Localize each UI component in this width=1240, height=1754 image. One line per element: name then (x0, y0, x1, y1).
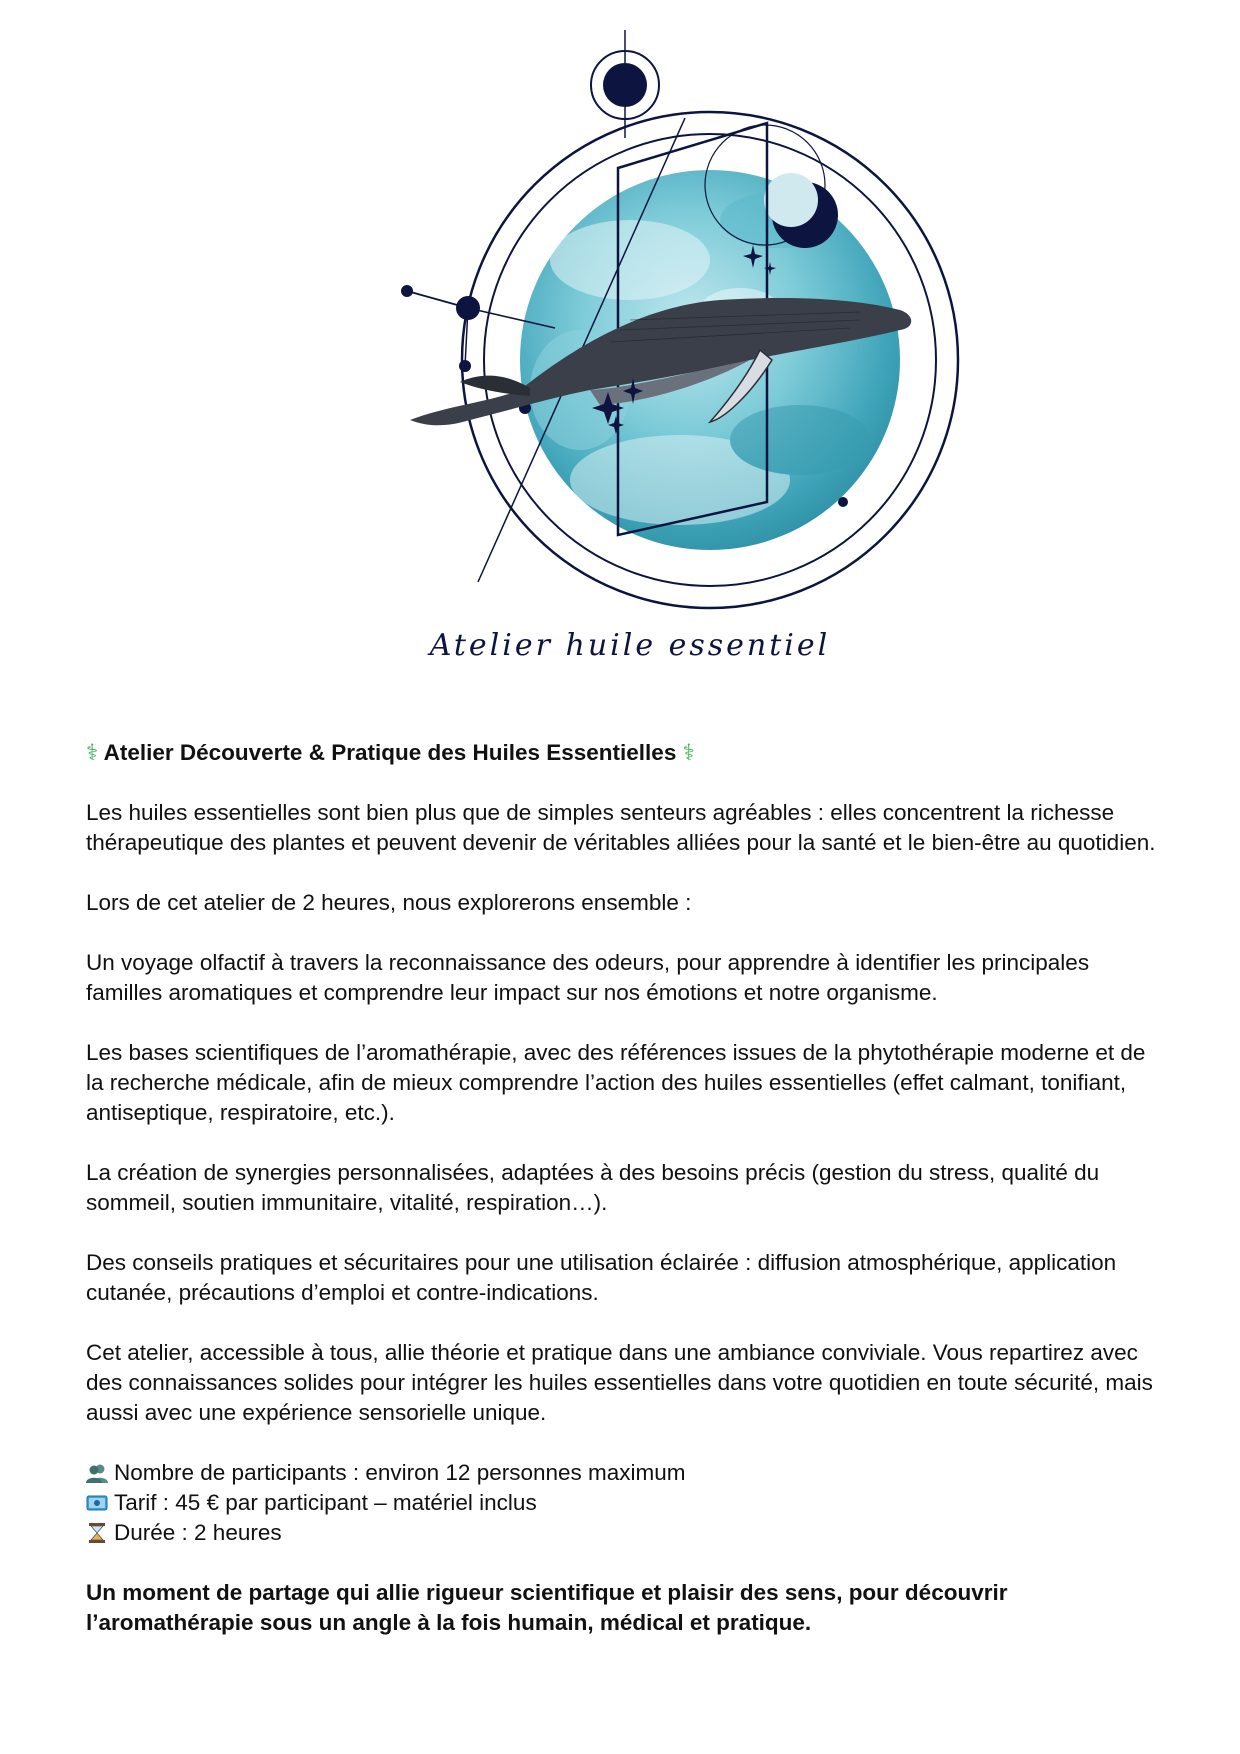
info-duration (86, 1518, 1166, 1548)
info-text: Durée : 2 heures (114, 1520, 282, 1545)
article-title: Atelier Découverte & Pratique des Huiles Essentielles (103, 740, 677, 765)
article-title-line (86, 738, 1166, 768)
banknote-icon (86, 1492, 108, 1514)
paragraph: Lors de cet atelier de 2 heures, nous explorerons ensemble : (86, 890, 692, 915)
paragraph: Un voyage olfactif à travers la reconnaissance des odeurs, pour apprendre à identifier les principales familles aromatiques et comprendre leur impact sur nos émotions et notre organisme. (86, 950, 1090, 1005)
whale-emblem-illustration (380, 10, 1040, 670)
info-text: Tarif : 45 € par participant – matériel inclus (114, 1490, 537, 1515)
info-text: Nombre de participants : environ 12 personnes maximum (114, 1460, 686, 1485)
paragraph: Les bases scientifiques de l’aromathérapie, avec des références issues de la phytothérapie moderne et de la recherche médicale, afin de mieux comprendre l’action des huiles essentielles (effet calmant, tonifiant, antiseptique, respiratoire, etc.). (86, 1040, 1146, 1125)
atelier-logo (380, 10, 1040, 670)
herb-icon: ⚕ (86, 740, 99, 765)
paragraph: Les huiles essentielles sont bien plus que de simples senteurs agréables : elles concentrent la richesse thérapeutique des plantes et peuvent devenir de véritables alliées pour la santé et le bien-être au quotidien. (86, 800, 1156, 855)
paragraph: Des conseils pratiques et sécuritaires pour une utilisation éclairée : diffusion atmosphérique, application cutanée, précautions d’emploi et contre-indications. (86, 1250, 1117, 1305)
herb-icon: ⚕ (682, 740, 695, 765)
logo-wordmark: Atelier huile essentiel (429, 628, 831, 663)
hourglass-icon (86, 1522, 108, 1544)
paragraph: La création de synergies personnalisées, adaptées à des besoins précis (gestion du stress, qualité du sommeil, soutien immunitaire, vitalité, respiration…). (86, 1160, 1100, 1215)
info-price (86, 1488, 1166, 1518)
workshop-info-list (86, 1458, 1166, 1548)
paragraph: Cet atelier, accessible à tous, allie théorie et pratique dans une ambiance conviviale. Vous repartirez avec des connaissances solides pour intégrer les huiles essentielles dans votre quotidien en toute sécurité, mais aussi avec une expérience sensorielle unique. (86, 1340, 1153, 1425)
article-body (86, 738, 1166, 1638)
info-participants (86, 1458, 1166, 1488)
people-icon (86, 1462, 108, 1484)
closing-statement: Un moment de partage qui allie rigueur scientifique et plaisir des sens, pour découvrir l’aromathérapie sous un angle à la fois humain, médical et pratique. (86, 1580, 1008, 1635)
